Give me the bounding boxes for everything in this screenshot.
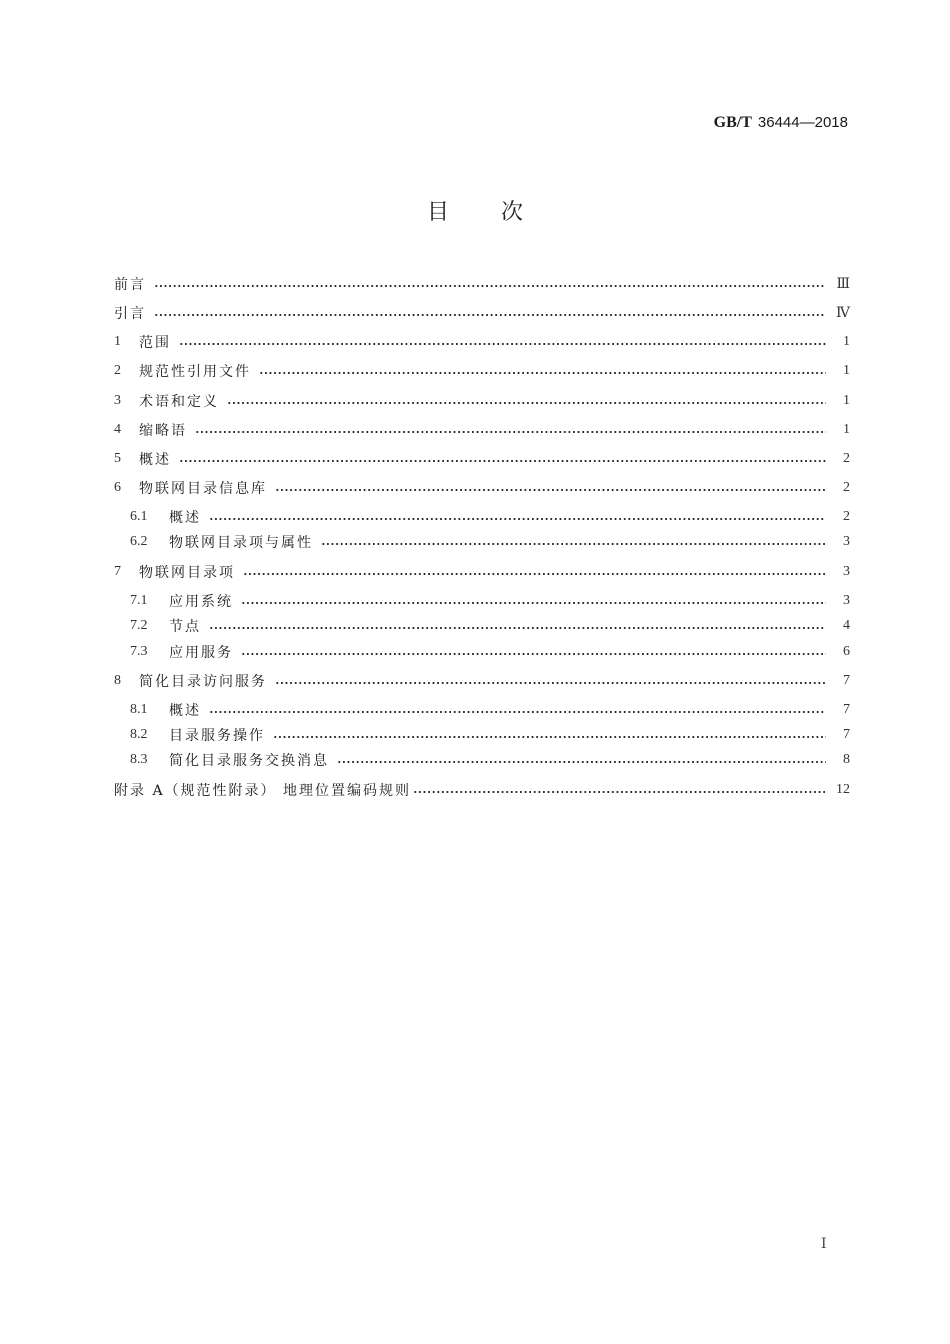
toc-entry-8[interactable]	[114, 669, 850, 693]
toc-label: 物联网目录信息库	[139, 481, 267, 497]
toc-page: 2	[843, 480, 850, 495]
toc-number: 7.1	[130, 593, 148, 608]
toc-label: 前言	[114, 277, 146, 293]
toc-label: 物联网目录项与属性	[169, 535, 313, 551]
toc-page: 12	[836, 782, 850, 797]
dot-leader	[275, 485, 826, 495]
toc-page: 2	[843, 451, 850, 466]
toc-number: 7.3	[130, 644, 148, 659]
toc-entry-6[interactable]	[114, 476, 850, 500]
toc-page: 3	[843, 534, 850, 549]
toc-label: 概述	[139, 452, 171, 468]
dot-leader	[179, 456, 826, 466]
toc-label: 应用系统	[169, 594, 233, 610]
toc-label: 规范性引用文件	[139, 364, 251, 380]
page-title	[0, 195, 950, 226]
toc-number: 8.3	[130, 752, 148, 767]
toc-page: 7	[843, 727, 850, 742]
title-char-2: 次	[501, 200, 524, 225]
title-char-1: 目	[426, 200, 449, 225]
toc-entry-8-3[interactable]	[130, 748, 850, 772]
toc-page: 4	[843, 618, 850, 633]
toc-entry-7-1[interactable]	[130, 589, 850, 613]
toc-entry-7-3[interactable]	[130, 640, 850, 664]
toc-page: 3	[843, 564, 850, 579]
toc-label: 节点	[169, 619, 201, 635]
dot-leader	[195, 427, 826, 437]
toc-number: 5	[114, 451, 121, 466]
toc-page: 1	[843, 334, 850, 349]
toc-label: 术语和定义	[139, 394, 219, 410]
toc-number: 1	[114, 334, 121, 349]
toc-page: 6	[843, 644, 850, 659]
toc-entry-7[interactable]	[114, 560, 850, 584]
dot-leader	[227, 398, 826, 408]
toc-number: 7	[114, 564, 121, 579]
dot-leader	[209, 514, 826, 524]
toc-entry-7-2[interactable]	[130, 614, 850, 638]
toc-number: 6.2	[130, 534, 148, 549]
toc-entry-2[interactable]	[114, 359, 850, 383]
toc-page: 8	[843, 752, 850, 767]
toc-page: 7	[843, 673, 850, 688]
dot-leader	[259, 368, 826, 378]
toc-page: 2	[843, 509, 850, 524]
dot-leader	[154, 310, 826, 320]
toc-label: 范围	[139, 335, 171, 351]
toc-label: 简化目录访问服务	[139, 674, 267, 690]
toc-page: Ⅲ	[836, 276, 850, 292]
toc-page: 1	[843, 422, 850, 437]
toc-number: 6.1	[130, 509, 148, 524]
toc-label: 简化目录服务交换消息	[169, 753, 329, 769]
toc-number: 4	[114, 422, 121, 437]
toc-entry-3[interactable]	[114, 389, 850, 413]
toc-page: 1	[843, 393, 850, 408]
toc-label: 附录 A（规范性附录） 地理位置编码规则	[114, 783, 412, 799]
dot-leader	[413, 787, 826, 797]
toc-entry-5[interactable]	[114, 447, 850, 471]
toc-entry-8-1[interactable]	[130, 698, 850, 722]
toc-page: 7	[843, 702, 850, 717]
toc-entry-6-1[interactable]	[130, 505, 850, 529]
toc-number: 7.2	[130, 618, 148, 633]
toc-number: 8.2	[130, 727, 148, 742]
toc-number: 6	[114, 480, 121, 495]
toc-label: 概述	[169, 510, 201, 526]
dot-leader	[275, 678, 826, 688]
toc-label: 概述	[169, 703, 201, 719]
standard-code: GB/T	[713, 114, 752, 131]
dot-leader	[337, 757, 826, 767]
standard-number	[714, 113, 848, 132]
toc-label: 物联网目录项	[139, 565, 235, 581]
toc-entry-1[interactable]	[114, 330, 850, 354]
toc-label: 应用服务	[169, 645, 233, 661]
toc-label: 目录服务操作	[169, 728, 265, 744]
dot-leader	[179, 339, 826, 349]
toc-label: 引言	[114, 306, 146, 322]
toc-entry-4[interactable]	[114, 418, 850, 442]
toc-page: 1	[843, 363, 850, 378]
toc-number: 8	[114, 673, 121, 688]
dot-leader	[241, 598, 826, 608]
dot-leader	[321, 539, 826, 549]
dot-leader	[209, 623, 826, 633]
toc-entry-appendix-a[interactable]	[114, 778, 850, 802]
toc-entry-introduction[interactable]	[114, 301, 850, 325]
dot-leader	[209, 707, 826, 717]
toc-entry-6-2[interactable]	[130, 530, 850, 554]
dot-leader	[243, 569, 826, 579]
standard-number-value: 36444—2018	[757, 114, 848, 131]
dot-leader	[241, 649, 826, 659]
toc-page: 3	[843, 593, 850, 608]
toc-label: 缩略语	[139, 423, 187, 439]
toc-number: 3	[114, 393, 121, 408]
toc-number: 2	[114, 363, 121, 378]
page-number: Ⅰ	[821, 1237, 827, 1252]
dot-leader	[154, 281, 826, 291]
toc-page: Ⅳ	[836, 305, 850, 321]
toc-entry-8-2[interactable]	[130, 723, 850, 747]
toc-number: 8.1	[130, 702, 148, 717]
dot-leader	[273, 732, 826, 742]
toc-entry-foreword[interactable]	[114, 272, 850, 296]
